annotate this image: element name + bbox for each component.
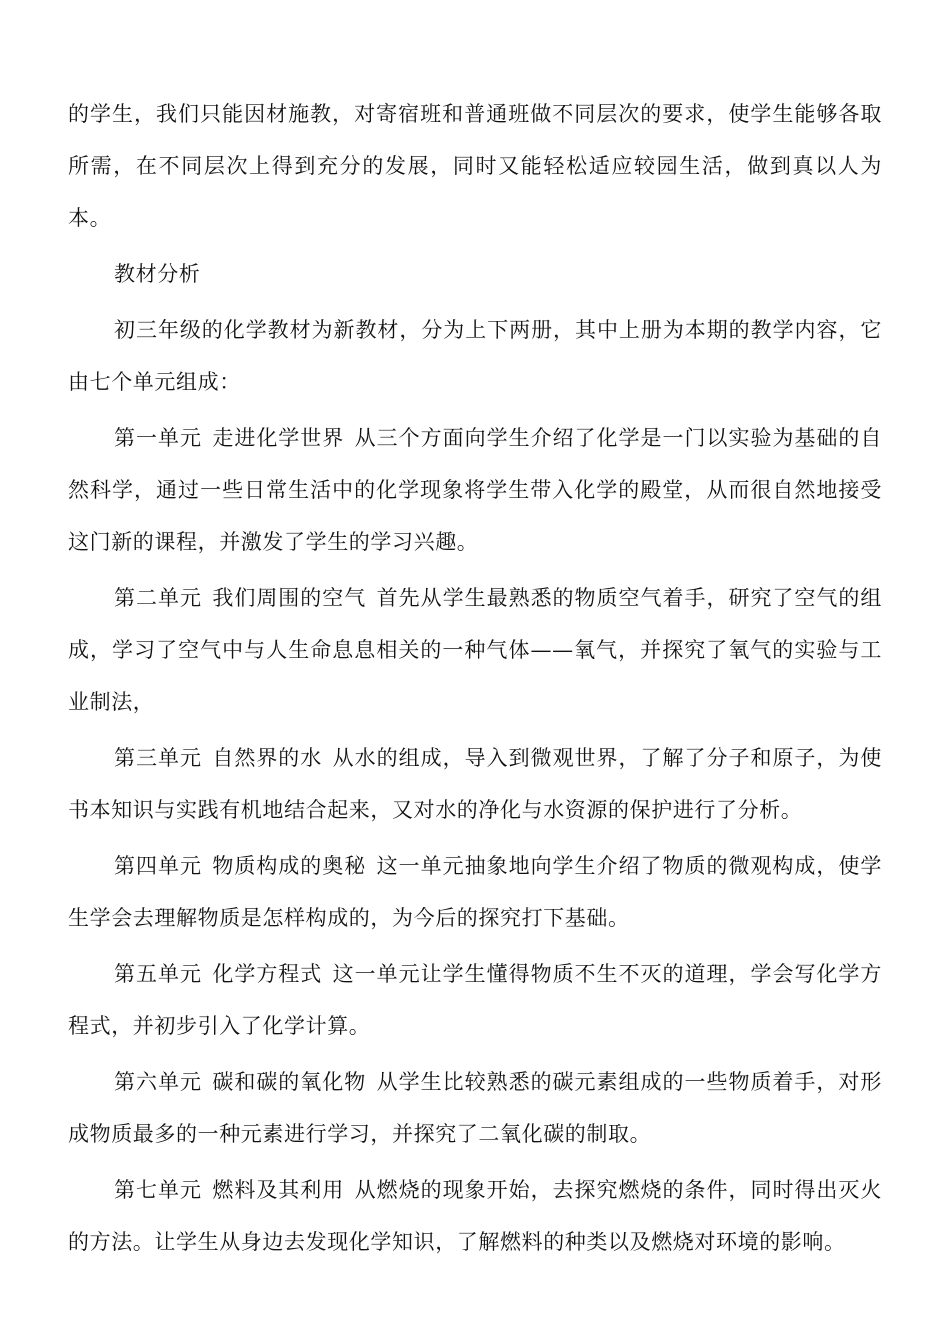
- paragraph-unit-4: [68, 840, 882, 944]
- paragraph-unit-5: [68, 948, 882, 1052]
- unit-number: 第四单元: [114, 854, 202, 878]
- unit-title: 化学方程式: [211, 962, 323, 986]
- unit-description: 从三个方面向学生介绍了化学是一门以实验为基础的自然科学，通过一些日常生活中的化学现象将学生带入化学的殿堂，从而很自然地接受这门新的课程，并激发了学生的学习兴趣。: [68, 426, 882, 554]
- heading-text: 教材分析: [114, 262, 201, 286]
- paragraph-unit-2: [68, 572, 882, 728]
- unit-title: 碳和碳的氧化物: [211, 1070, 367, 1094]
- paragraph-intro-continuation: [68, 88, 882, 244]
- unit-number: 第三单元: [114, 746, 202, 770]
- document-body: [68, 88, 882, 1272]
- unit-description: 这一单元抽象地向学生介绍了物质的微观构成，使学生学会去理解物质是怎样构成的，为今后的探究打下基础。: [68, 854, 882, 930]
- unit-number: 第二单元: [114, 586, 202, 610]
- unit-description: 从水的组成，导入到微观世界，了解了分子和原子，为使书本知识与实践有机地结合起来，又对水的净化与水资源的保护进行了分析。: [68, 746, 883, 822]
- paragraph-text: 初三年级的化学教材为新教材，分为上下两册，其中上册为本期的教学内容，它由七个单元组成：: [68, 318, 882, 394]
- section-heading-textbook-analysis: [68, 248, 882, 300]
- unit-description: 从燃烧的现象开始，去探究燃烧的条件，同时得出灭火的方法。让学生从身边去发现化学知识，了解燃料的种类以及燃烧对环境的影响。: [68, 1178, 882, 1254]
- unit-title: 我们周围的空气: [211, 586, 367, 610]
- paragraph-text: 的学生，我们只能因材施教，对寄宿班和普通班做不同层次的要求，使学生能够各取所需，在不同层次上得到充分的发展，同时又能轻松适应较园生活，做到真以人为本。: [68, 102, 882, 230]
- unit-number: 第五单元: [114, 962, 202, 986]
- paragraph-unit-3: [68, 732, 882, 836]
- unit-title: 物质构成的奥秘: [211, 854, 367, 878]
- unit-title: 走进化学世界: [211, 426, 345, 450]
- paragraph-textbook-overview: [68, 304, 882, 408]
- unit-title: 燃料及其利用: [211, 1178, 345, 1202]
- paragraph-unit-6: [68, 1056, 882, 1160]
- unit-number: 第七单元: [114, 1178, 202, 1202]
- paragraph-unit-1: [68, 412, 882, 568]
- unit-number: 第六单元: [114, 1070, 202, 1094]
- unit-number: 第一单元: [114, 426, 202, 450]
- unit-description: 从学生比较熟悉的碳元素组成的一些物质着手，对形成物质最多的一种元素进行学习，并探究了二氧化碳的制取。: [68, 1070, 882, 1146]
- paragraph-unit-7: [68, 1164, 882, 1268]
- unit-description: 首先从学生最熟悉的物质空气着手，研究了空气的组成，学习了空气中与人生命息息相关的一种气体——氧气，并探究了氧气的实验与工业制法，: [68, 586, 882, 714]
- unit-description: 这一单元让学生懂得物质不生不灭的道理，学会写化学方程式，并初步引入了化学计算。: [68, 962, 883, 1038]
- unit-title: 自然界的水: [211, 746, 323, 770]
